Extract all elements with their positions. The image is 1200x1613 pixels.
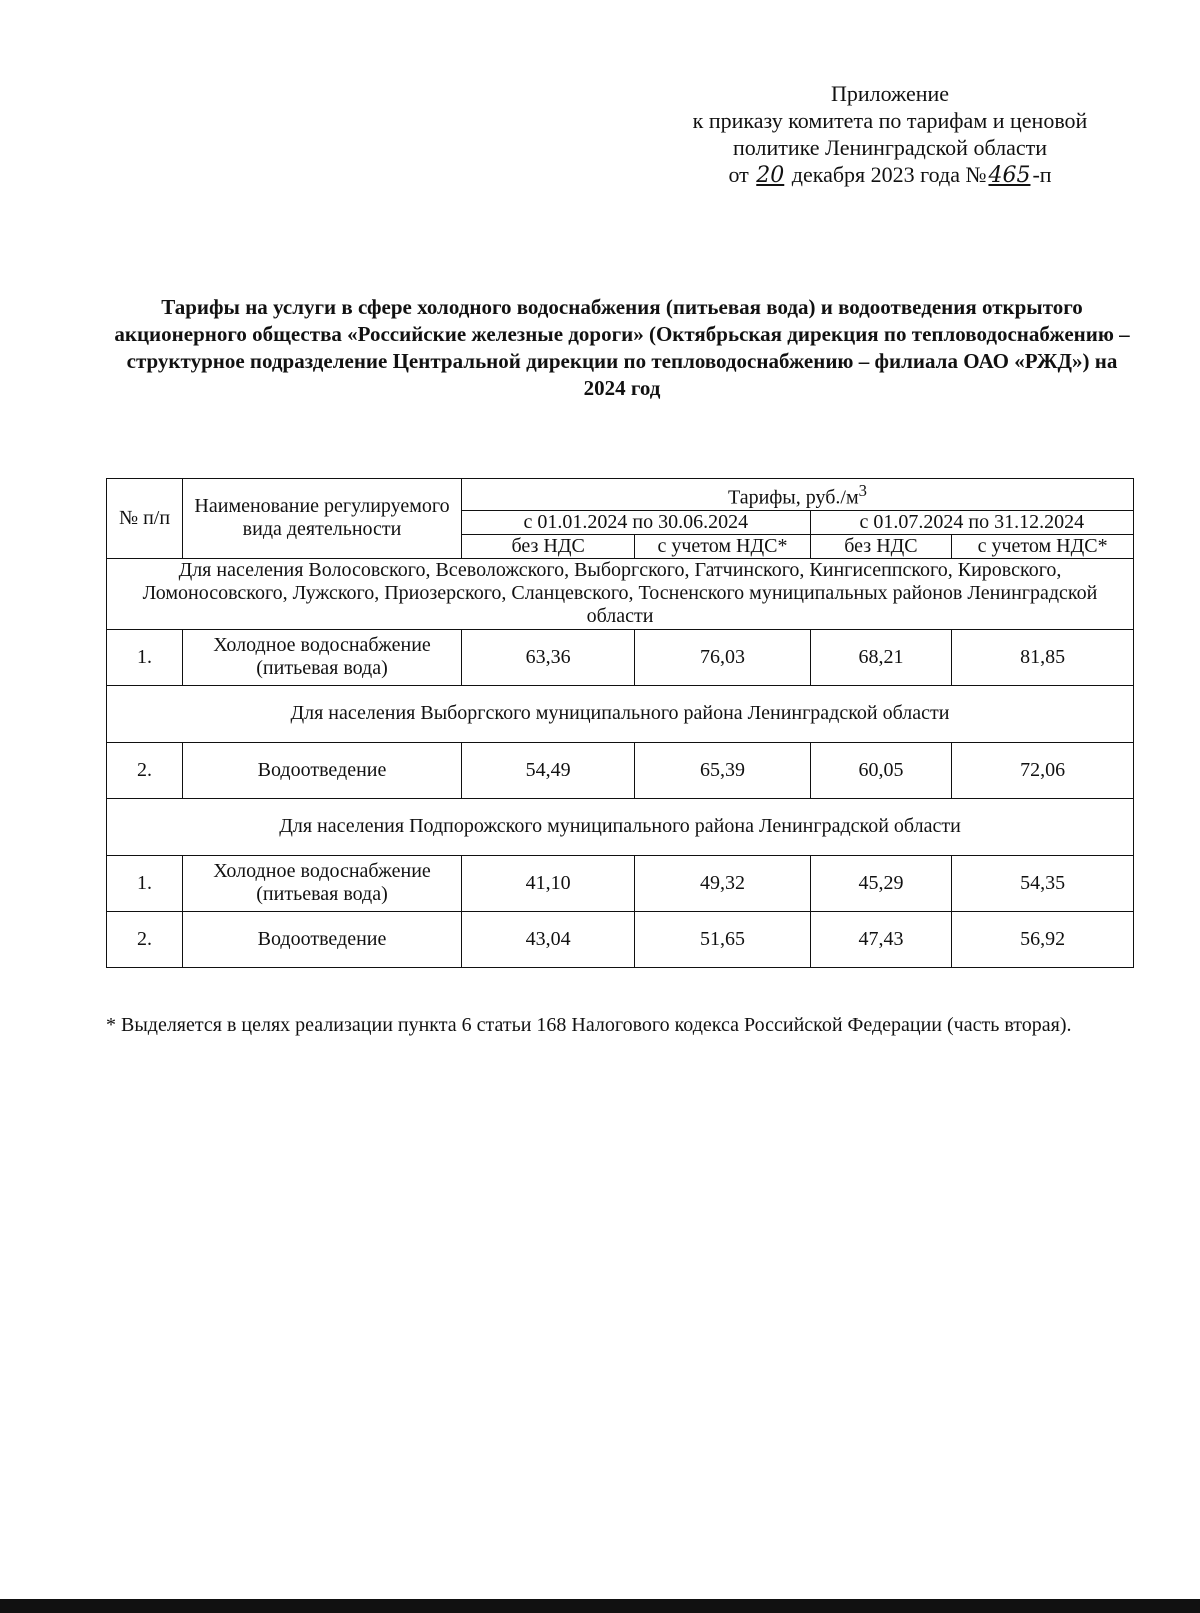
row-v4: 54,35 [952,855,1134,911]
document-title: Тарифы на услуги в сфере холодного водоснабжения (питьевая вода) и водоотведения открытого акционерного общества «Российские железные дороги» (Октябрьская дирекция по тепловодоснабжению – структурное подразделение Центральной дирекции по тепловодоснабжению – филиала ОАО «РЖД») на 2024 год [114,295,1130,400]
appendix-date-line [640,161,1140,189]
row-v3: 68,21 [810,629,952,685]
row-v3: 47,43 [810,911,952,967]
handwritten-number: 465 [988,163,1031,188]
row-v2: 76,03 [635,629,810,685]
row-name: Холодное водоснабжение (питьевая вода) [183,629,462,685]
order-suffix: -п [1032,162,1052,187]
footnote: * Выделяется в целях реализации пункта 6 статьи 168 Налогового кодекса Российской Федерации (часть вторая). [106,1014,1072,1036]
row-v2: 49,32 [635,855,810,911]
header-tariffs [462,479,1134,511]
header-num: № п/п [107,479,183,559]
table-row [107,855,1134,911]
header-row-1 [107,479,1134,511]
row-num: 1. [107,855,183,911]
group-row [107,558,1134,629]
group-row [107,685,1134,742]
appendix-header [640,80,1140,189]
appendix-label: Приложение [830,81,950,106]
header-with-vat-1: с учетом НДС* [635,534,810,558]
row-num: 1. [107,629,183,685]
row-v4: 56,92 [952,911,1134,967]
group-label: Для населения Выборгского муниципального района Ленинградской области [107,685,1134,742]
handwritten-day: 20 [756,163,785,188]
row-v1: 41,10 [462,855,635,911]
row-v3: 60,05 [810,742,952,798]
header-with-vat-2: с учетом НДС* [952,534,1134,558]
table-row [107,911,1134,967]
row-v1: 43,04 [462,911,635,967]
header-period-2: с 01.07.2024 по 31.12.2024 [810,510,1133,534]
row-num: 2. [107,742,183,798]
row-v1: 54,49 [462,742,635,798]
row-v4: 81,85 [952,629,1134,685]
row-name: Водоотведение [183,742,462,798]
appendix-order-line: к приказу комитета по тарифам и ценовой [692,108,1088,133]
table-row [107,629,1134,685]
header-name: Наименование регулируемого вида деятельности [183,479,462,559]
tariff-table [106,478,1134,968]
row-name: Холодное водоснабжение (питьевая вода) [183,855,462,911]
header-period-1: с 01.01.2024 по 30.06.2024 [462,510,811,534]
row-v2: 65,39 [635,742,810,798]
row-v4: 72,06 [952,742,1134,798]
header-tariffs-label: Тарифы, руб./м [728,486,859,509]
row-v3: 45,29 [810,855,952,911]
date-prefix: от [728,162,749,187]
row-v2: 51,65 [635,911,810,967]
header-without-vat-2: без НДС [810,534,952,558]
header-tariffs-sup: 3 [858,481,867,500]
scan-bottom-edge [0,1599,1200,1613]
group-row [107,798,1134,855]
row-name: Водоотведение [183,911,462,967]
row-num: 2. [107,911,183,967]
table-row [107,742,1134,798]
appendix-committee-line: политике Ленинградской области [732,135,1047,160]
date-middle: декабря 2023 года № [791,162,987,187]
row-v1: 63,36 [462,629,635,685]
group-label: Для населения Волосовского, Всеволожского, Выборгского, Гатчинского, Кингисеппского, Кировского, Ломоносовского, Лужского, Приозерского, Сланцевского, Тосненского муниципальных районов Ленинградской области [107,558,1134,629]
header-without-vat-1: без НДС [462,534,635,558]
group-label: Для населения Подпорожского муниципального района Ленинградской области [107,798,1134,855]
